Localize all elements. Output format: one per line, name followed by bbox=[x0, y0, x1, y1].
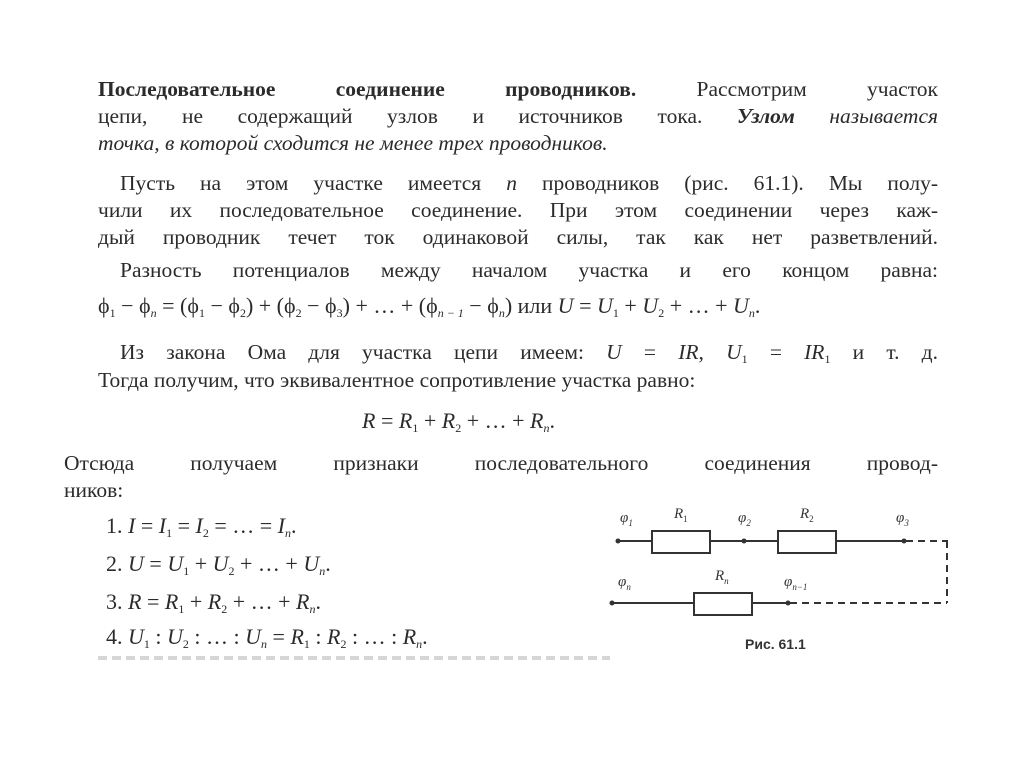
math-var: R bbox=[164, 589, 179, 614]
math-symbol: ϕ bbox=[187, 293, 199, 318]
math-sub: 1 bbox=[412, 421, 419, 435]
math-sub: n bbox=[309, 602, 316, 616]
series-circuit-diagram bbox=[600, 500, 980, 635]
text-span: и т. д. bbox=[830, 340, 938, 364]
math-sub: 1 bbox=[198, 306, 205, 320]
text-line: чили их последовательное соединение. При этом соединении через каж- bbox=[98, 198, 938, 222]
math-op: + … + bbox=[234, 551, 304, 576]
label-r2: $R_2$ bbox=[800, 506, 814, 524]
resistor-r1 bbox=[652, 531, 710, 553]
math-symbol: ϕ bbox=[98, 293, 110, 318]
math-op: ) + … + ( bbox=[342, 293, 427, 318]
label-phi1: $\varphi_1$ bbox=[620, 510, 633, 528]
math-sub: 1 bbox=[166, 526, 173, 540]
math-op: . bbox=[422, 624, 428, 649]
math-var: U bbox=[596, 293, 613, 318]
math-var: U bbox=[642, 293, 659, 318]
math-var: n bbox=[506, 171, 517, 195]
math-sub: 2 bbox=[202, 526, 209, 540]
label-phi2: $\varphi_2$ bbox=[738, 510, 751, 528]
math-op: . bbox=[315, 589, 321, 614]
math-op: = … = bbox=[208, 513, 278, 538]
list-item bbox=[106, 589, 321, 615]
math-op: = bbox=[621, 340, 679, 364]
paragraph-ohm-law bbox=[120, 339, 938, 366]
math-var: U bbox=[733, 293, 749, 318]
math-symbol: ϕ bbox=[487, 293, 499, 318]
paragraph-potential-difference bbox=[120, 257, 938, 284]
math-op: = bbox=[141, 589, 165, 614]
text-line bbox=[98, 103, 938, 130]
text-span: Рассмотрим участок bbox=[636, 77, 939, 101]
node-dot bbox=[742, 539, 747, 544]
math-symbol: ϕ bbox=[426, 293, 438, 318]
math-sub: 1 bbox=[303, 637, 310, 651]
math-op: + bbox=[418, 408, 442, 433]
math-var: U bbox=[212, 551, 229, 576]
list-number: 2. bbox=[106, 551, 128, 576]
math-op: = bbox=[375, 408, 399, 433]
node-dot bbox=[786, 601, 791, 606]
math-sub: 1 bbox=[143, 637, 150, 651]
math-var: I bbox=[195, 513, 203, 538]
node-dot bbox=[610, 601, 615, 606]
math-sub: 2 bbox=[182, 637, 189, 651]
list-number: 4. bbox=[106, 624, 128, 649]
figure-caption: Рис. 61.1 bbox=[745, 636, 806, 652]
text-line bbox=[120, 339, 938, 366]
math-var: U bbox=[128, 624, 144, 649]
label-phi3: $\varphi_3$ bbox=[896, 510, 909, 528]
label-rn: $R_n$ bbox=[715, 568, 729, 586]
math-sub: n bbox=[748, 306, 755, 320]
math-var: U bbox=[128, 551, 144, 576]
math-symbol: ϕ bbox=[325, 293, 337, 318]
math-var: R bbox=[290, 624, 304, 649]
paragraph-signs bbox=[64, 450, 938, 504]
math-op: ) bbox=[504, 293, 513, 318]
text-line: Разность потенциалов между началом участка и его концом равна: bbox=[120, 258, 938, 282]
math-op: − bbox=[463, 293, 488, 318]
formula-potential-sum bbox=[98, 292, 760, 319]
math-var: R bbox=[398, 408, 413, 433]
math-var: R bbox=[296, 589, 310, 614]
math-sub: 2 bbox=[455, 421, 462, 435]
math-sub: n bbox=[498, 306, 505, 320]
math-op: − bbox=[301, 293, 326, 318]
math-symbol: ϕ bbox=[139, 293, 151, 318]
math-sub: 2 bbox=[340, 637, 347, 651]
math-var: U bbox=[245, 624, 262, 649]
math-op: + bbox=[184, 589, 208, 614]
math-op: − bbox=[115, 293, 140, 318]
math-var: R bbox=[362, 408, 376, 433]
math-op: = ( bbox=[156, 293, 188, 318]
math-var: R bbox=[128, 589, 142, 614]
label-r1: $R_1$ bbox=[674, 506, 688, 524]
paragraph-n-conductors-cont bbox=[98, 197, 938, 251]
math-var: R bbox=[402, 624, 417, 649]
math-sub: n − 1 bbox=[437, 306, 464, 320]
text-span: или bbox=[512, 293, 558, 318]
list-number: 1. bbox=[106, 513, 128, 538]
math-op: = bbox=[747, 340, 805, 364]
math-var: IR bbox=[678, 340, 699, 364]
math-op: . bbox=[754, 293, 761, 318]
math-op: : … : bbox=[188, 624, 246, 649]
paragraph-n-conductors bbox=[120, 170, 938, 197]
section-heading: Последовательное соединение проводников. bbox=[98, 77, 637, 101]
math-op: . bbox=[325, 551, 331, 576]
list-item bbox=[106, 551, 331, 577]
label-phin: $\varphi_n$ bbox=[618, 574, 631, 592]
math-op: = bbox=[267, 624, 291, 649]
math-sub: 2 bbox=[221, 602, 228, 616]
math-op: = bbox=[143, 551, 168, 576]
math-var: I bbox=[158, 513, 167, 538]
math-op: + … + bbox=[664, 293, 734, 318]
paragraph-series-definition bbox=[98, 76, 938, 157]
math-var: R bbox=[327, 624, 341, 649]
node-dot bbox=[616, 539, 621, 544]
math-sub: n bbox=[416, 637, 423, 651]
paragraph-ohm-law-cont bbox=[98, 367, 938, 394]
math-op: : … : bbox=[346, 624, 403, 649]
math-var: U bbox=[606, 340, 622, 364]
scan-artifact bbox=[98, 656, 610, 660]
math-op: ) + ( bbox=[245, 293, 285, 318]
text-span: Пусть на этом участке имеется bbox=[120, 171, 507, 195]
math-op: . bbox=[549, 408, 555, 433]
math-var: I bbox=[128, 513, 136, 538]
math-op: = bbox=[172, 513, 196, 538]
math-sub: 1 bbox=[109, 306, 116, 320]
math-op: = bbox=[573, 293, 597, 318]
text-line: Тогда получим, что эквивалентное сопротивление участка равно: bbox=[98, 368, 696, 392]
text-span: называется bbox=[794, 104, 938, 128]
math-sub: 2 bbox=[295, 306, 302, 320]
text-line bbox=[98, 76, 938, 103]
resistor-r2 bbox=[778, 531, 836, 553]
math-var: R bbox=[530, 408, 544, 433]
math-op: + bbox=[618, 293, 643, 318]
math-var: U bbox=[303, 551, 320, 576]
math-symbol: ϕ bbox=[284, 293, 296, 318]
math-sub: 1 bbox=[183, 564, 190, 578]
math-var: R bbox=[441, 408, 456, 433]
math-op: + bbox=[189, 551, 213, 576]
math-symbol: ϕ bbox=[228, 293, 240, 318]
definition-text: точка, в которой сходится не менее трех проводников. bbox=[98, 131, 608, 155]
text-span: цепи, не содержащий узлов и источников тока. bbox=[98, 104, 737, 128]
text-span: проводников (рис. 61.1). Мы полу- bbox=[516, 171, 938, 195]
math-op: − bbox=[204, 293, 229, 318]
math-op: . bbox=[290, 513, 297, 538]
label-phin1: $\varphi_{n-1}$ bbox=[784, 574, 808, 592]
math-var: U bbox=[557, 293, 574, 318]
math-sub: 1 bbox=[612, 306, 619, 320]
math-sub: 2 bbox=[239, 306, 246, 320]
math-op: + … + bbox=[227, 589, 297, 614]
math-sub: 2 bbox=[658, 306, 665, 320]
math-op: = bbox=[135, 513, 159, 538]
math-op: : bbox=[309, 624, 328, 649]
math-op: + … + bbox=[461, 408, 531, 433]
math-sub: n bbox=[261, 637, 268, 651]
list-number: 3. bbox=[106, 589, 128, 614]
math-sub: n bbox=[284, 526, 291, 540]
math-sub: n bbox=[150, 306, 157, 320]
text-line: дый проводник течет ток одинаковой силы, так как нет разветвлений. bbox=[98, 225, 938, 249]
text-line: ников: bbox=[64, 478, 124, 502]
math-op: , bbox=[698, 340, 727, 364]
text-line: Отсюда получаем признаки последовательного соединения провод- bbox=[64, 451, 938, 475]
math-var: I bbox=[277, 513, 285, 538]
math-sub: n bbox=[319, 564, 326, 578]
term-node: Узлом bbox=[736, 104, 795, 128]
math-sub: 2 bbox=[228, 564, 235, 578]
math-sub: 1 bbox=[741, 352, 748, 366]
formula-equivalent-resistance bbox=[362, 408, 555, 434]
math-var: U bbox=[726, 340, 742, 364]
math-var: R bbox=[207, 589, 222, 614]
math-var: U bbox=[167, 624, 183, 649]
list-item bbox=[106, 624, 428, 650]
resistor-rn bbox=[694, 593, 752, 615]
text-line bbox=[120, 170, 938, 197]
math-sub: n bbox=[543, 421, 550, 435]
math-var: U bbox=[167, 551, 184, 576]
node-dot bbox=[902, 539, 907, 544]
text-line bbox=[98, 130, 938, 157]
list-item bbox=[106, 513, 296, 539]
math-sub: 1 bbox=[824, 352, 831, 366]
math-var: IR bbox=[804, 340, 825, 364]
math-op: : bbox=[149, 624, 168, 649]
math-sub: 3 bbox=[336, 306, 343, 320]
math-sub: 1 bbox=[178, 602, 185, 616]
text-span: Из закона Ома для участка цепи имеем: bbox=[120, 340, 607, 364]
